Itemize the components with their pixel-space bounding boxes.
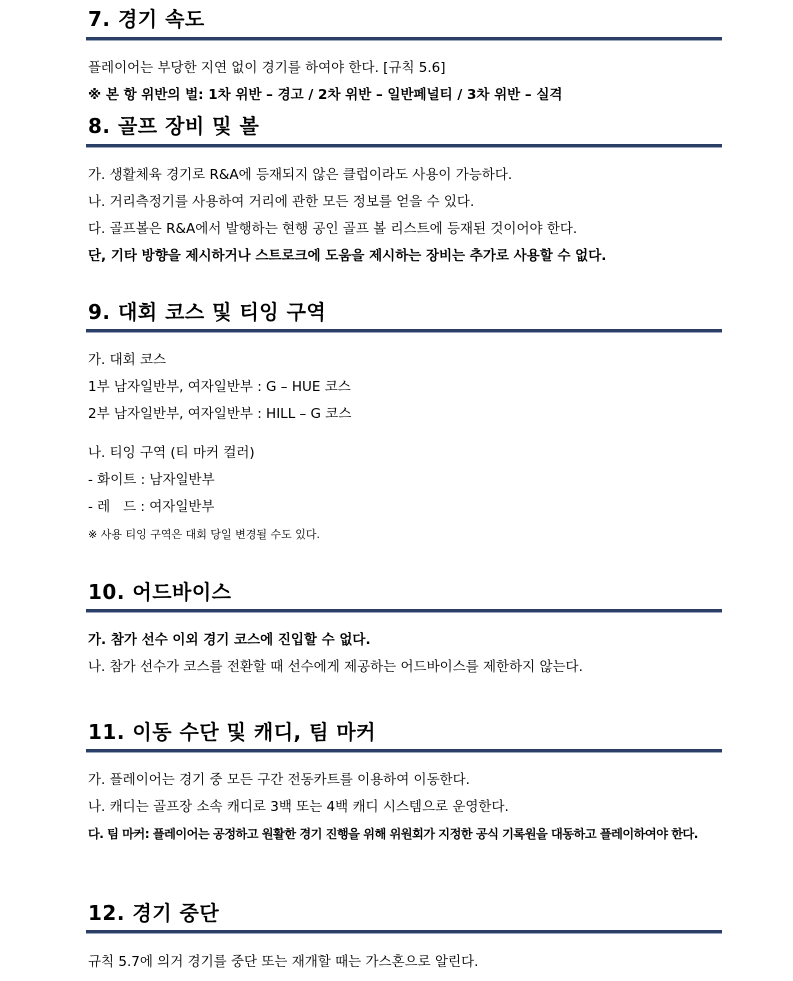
section-9-line-2: 1부 남자일반부, 여자일반부 : G – HUE 코스 xyxy=(88,379,351,395)
section-9-line-3: 2부 남자일반부, 여자일반부 : HILL – G 코스 xyxy=(88,406,352,422)
section-12-line-1: 규칙 5.7에 의거 경기를 중단 또는 재개할 때는 가스혼으로 알린다. xyxy=(88,954,479,970)
section-8-line-2: 나. 거리측정기를 사용하여 거리에 관한 모든 정보를 얻을 수 있다. xyxy=(88,194,475,210)
section-8-line-4: 단, 기타 방향을 제시하거나 스트로크에 도움을 제시하는 장비는 추가로 사용할 수 없다. xyxy=(88,248,607,264)
section-8-line-3: 다. 골프볼은 R&A에서 발행하는 현행 공인 골프 볼 리스트에 등재된 것이어야 한다. xyxy=(88,221,578,237)
section-10-divider xyxy=(86,609,722,612)
section-9-line-6: - 레 드 : 여자일반부 xyxy=(88,499,215,515)
section-10-heading: 10. 어드바이스 xyxy=(88,580,232,604)
section-11-line-2: 나. 캐디는 골프장 소속 캐디로 3백 또는 4백 캐디 시스템으로 운영한다. xyxy=(88,799,509,815)
section-8-heading: 8. 골프 장비 및 볼 xyxy=(88,114,260,138)
section-11-divider xyxy=(86,749,722,752)
section-10-line-1: 가. 참가 선수 이외 경기 코스에 진입할 수 없다. xyxy=(88,632,371,648)
section-9-line-1: 가. 대회 코스 xyxy=(88,352,167,368)
section-8-line-1: 가. 생활체육 경기로 R&A에 등재되지 않은 클럽이라도 사용이 가능하다. xyxy=(88,167,513,183)
section-9-heading: 9. 대회 코스 및 티잉 구역 xyxy=(88,300,327,324)
section-12-divider xyxy=(86,930,722,933)
section-7-penalty-note: ※ 본 항 위반의 벌: 1차 위반 – 경고 / 2차 위반 – 일반페널티 / 3차 위반 – 실격 xyxy=(88,87,563,103)
section-12-heading: 12. 경기 중단 xyxy=(88,901,220,925)
section-10-line-2: 나. 참가 선수가 코스를 전환할 때 선수에게 제공하는 어드바이스를 제한하지 않는다. xyxy=(88,659,583,675)
section-8-divider xyxy=(86,144,722,147)
section-9-divider xyxy=(86,329,722,332)
section-7-line-1: 플레이어는 부당한 지연 없이 경기를 하여야 한다. [규칙 5.6] xyxy=(88,60,446,76)
section-9-line-4: 나. 티잉 구역 (티 마커 컬러) xyxy=(88,445,255,461)
section-7-heading: 7. 경기 속도 xyxy=(88,7,205,31)
section-11-heading: 11. 이동 수단 및 캐디, 팀 마커 xyxy=(88,720,377,744)
section-11-line-3: 다. 팀 마커: 플레이어는 공정하고 원활한 경기 진행을 위해 위원회가 지정한 공식 기록원을 대동하고 플레이하여야 한다. xyxy=(88,827,698,841)
section-9-line-5: - 화이트 : 남자일반부 xyxy=(88,472,215,488)
section-9-note: ※ 사용 티잉 구역은 대회 당일 변경될 수도 있다. xyxy=(88,528,320,541)
section-11-line-1: 가. 플레이어는 경기 중 모든 구간 전동카트를 이용하여 이동한다. xyxy=(88,772,470,788)
section-7-divider xyxy=(86,37,722,40)
